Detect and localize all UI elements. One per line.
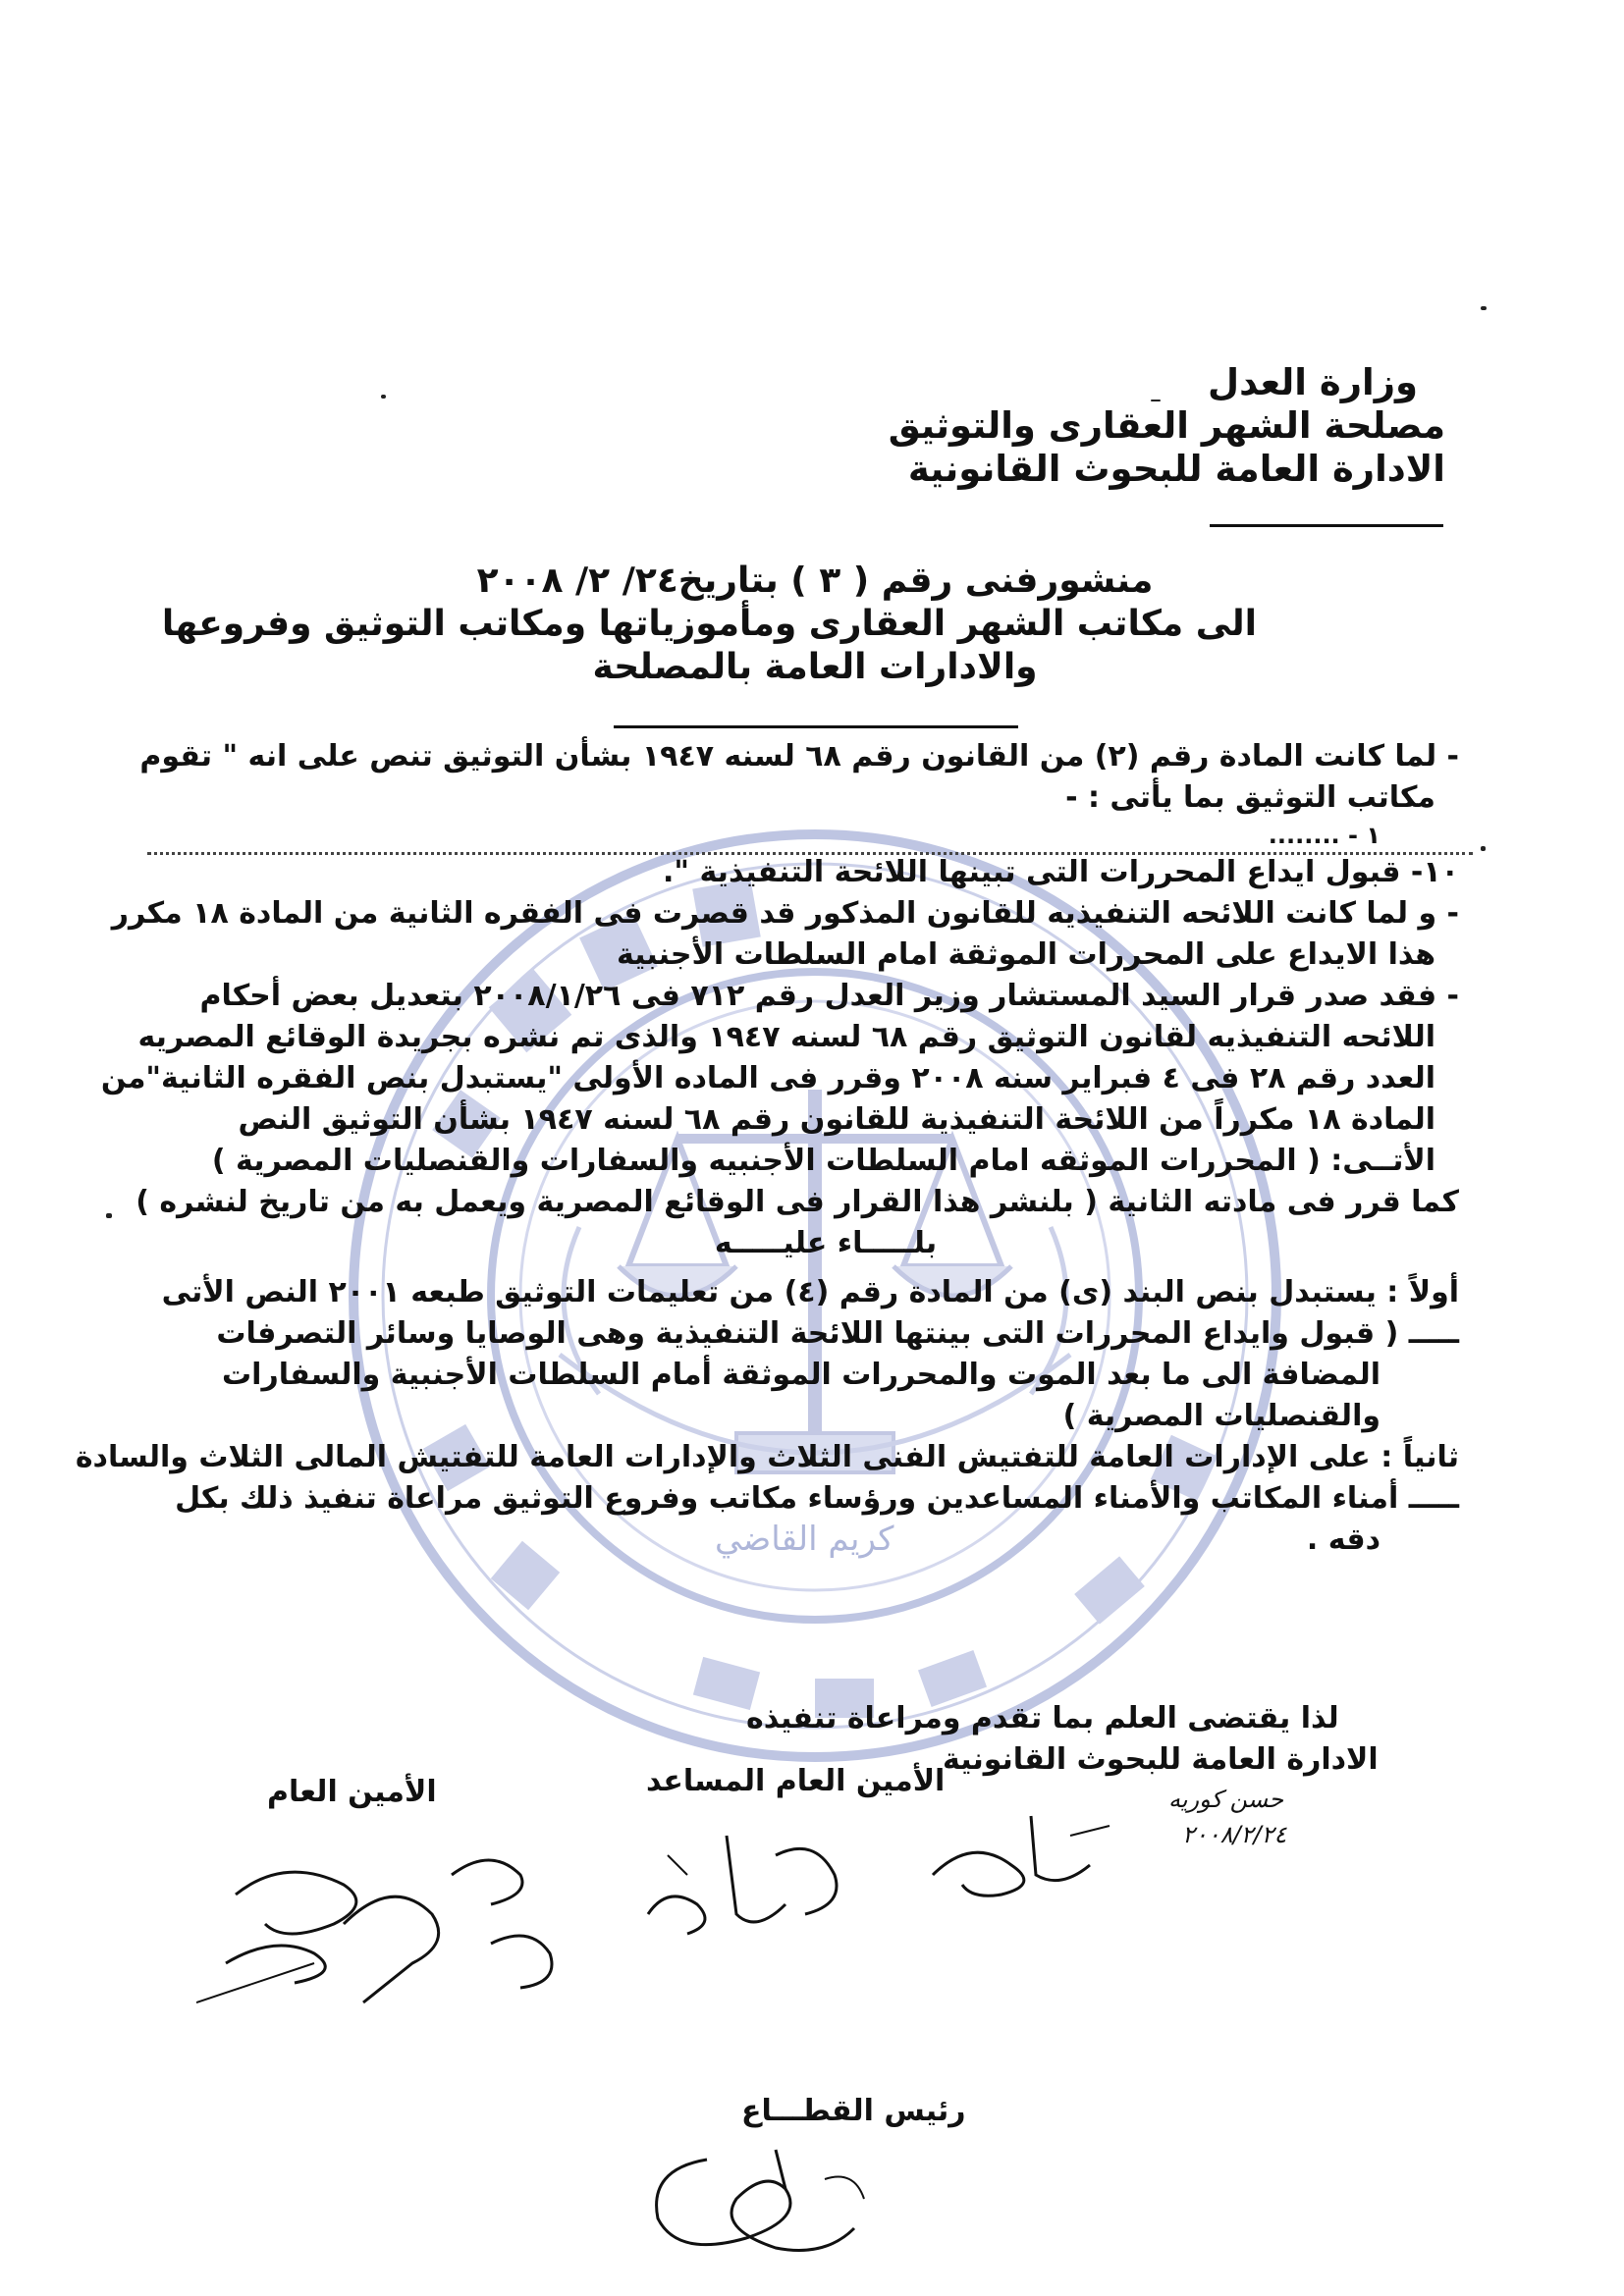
body-line: - فقد صدر قرار السيد المستشار وزير العدل رقم ٧١٢ فى ٢٠٠٨/١/٢٦ بتعديل بعض أحكام bbox=[199, 979, 1459, 1013]
body-line: كما قرر فى مادته الثانية ( بلنشر هذا القرار فى الوقائع المصرية ويعمل به من تاريخ لنشره ) bbox=[135, 1185, 1459, 1219]
handwritten-name: حسن كوريه bbox=[1168, 1786, 1284, 1813]
body-line: مكاتب التوثيق بما يأتى : - bbox=[1065, 780, 1435, 815]
closing-line: لذا يقتضى العلم بما تقدم ومراعاة تنفيذه bbox=[746, 1701, 1339, 1735]
therefore-heading: بلـــــاء عليـــــه bbox=[714, 1226, 938, 1260]
assistant-sg-label: الأمين العام المساعد bbox=[646, 1764, 946, 1798]
signature-sector-head-icon bbox=[628, 2130, 884, 2268]
circular-title bbox=[161, 560, 1257, 689]
department-name: الادارة العامة للبحوث القانونية bbox=[907, 448, 1445, 490]
body-line: العدد رقم ٢٨ فى ٤ فبراير سنه ٢٠٠٨ وقرر فى الماده الأولى "يستبدل بنص الفقره الثانية"من bbox=[100, 1061, 1435, 1095]
body-line: المضافة الى ما بعد الموت والمحررات الموثقة أمام السلطات الأجنبية والسفارات bbox=[222, 1358, 1380, 1392]
circular-body bbox=[75, 736, 1459, 1561]
research-admin-label: الادارة العامة للبحوث القانونية bbox=[943, 1742, 1379, 1777]
sector-head-label: رئيس القطـــاع bbox=[741, 2094, 966, 2128]
body-line: والقنصليات المصرية ) bbox=[1062, 1399, 1380, 1433]
title-divider bbox=[614, 725, 1018, 728]
circular-recipients: الى مكاتب الشهر العقارى ومأموزياتها ومكاتب التوثيق وفروعها bbox=[161, 604, 1257, 644]
watermark-name: كريم القاضي bbox=[715, 1520, 894, 1559]
signature-assistant-sg-icon bbox=[628, 1796, 864, 1953]
body-line: المادة ١٨ مكرراً من اللائحة التنفيذية للقانون رقم ٦٨ لسنه ١٩٤٧ بشأن التوثيق النص bbox=[238, 1102, 1435, 1137]
authority-name: مصلحة الشهر العقارى والتوثيق bbox=[888, 404, 1445, 447]
body-line: ١٠- قبول ايداع المحررات التى تبينها اللائحة التنفيذية ". bbox=[663, 855, 1459, 889]
header-divider bbox=[1210, 524, 1443, 527]
ministry-header bbox=[856, 361, 1445, 491]
body-line: - و لما كانت اللائحه التنفيذيه للقانون المذكور قد قصرت فى الفقره الثانية من المادة ١٨ مكرر bbox=[111, 896, 1459, 931]
second-clause: ثانياً : على الإدارات العامة للتفتيش الفنى الثلاث والإدارات العامة للتفتيش المالى الثلاث والسادة bbox=[75, 1440, 1459, 1474]
secretary-general-label: الأمين العام bbox=[267, 1775, 437, 1809]
body-line: دقه . bbox=[1306, 1522, 1380, 1557]
body-line: - لما كانت المادة رقم (٢) من القانون رقم ٦٨ لسنه ١٩٤٧ بشأن التوثيق تنص على انه " تقوم bbox=[139, 739, 1459, 774]
body-line: اللائحه التنفيذيه لقانون التوثيق رقم ٦٨ لسنه ١٩٤٧ والذى تم نشره بجريدة الوقائع المصريه bbox=[137, 1020, 1435, 1054]
ministry-name: وزارة العدل bbox=[1208, 361, 1418, 403]
circular-number: منشورفنى رقم ( ٣ ) بتاريخ٢٤/ ٢/ ٢٠٠٨ bbox=[476, 561, 1154, 601]
body-line: ـــــ ( قبول وايداع المحررات التى بينتها اللائحة التنفيذية وهى الوصايا وسائر التصرفات bbox=[216, 1316, 1459, 1351]
body-line: الأتــى: ( المحررات الموثقه امام السلطات الأجنبيه والسفارات والقنصليات المصرية ) bbox=[211, 1144, 1435, 1178]
signature-secretary-general-icon bbox=[196, 1816, 589, 2012]
body-line: هذا الايداع على المحررات الموثقة امام السلطات الأجنبية bbox=[616, 937, 1435, 972]
body-line: ـــــ أمناء المكاتب والأمناء المساعدين ورؤساء مكاتب وفروع التوثيق مراعاة تنفيذ ذلك بكل bbox=[175, 1481, 1459, 1516]
circular-recipients-2: والادارات العامة بالمصلحة bbox=[592, 647, 1038, 687]
signature-research-admin-icon bbox=[923, 1796, 1119, 1904]
first-clause: أولاً : يستبدل بنص البند (ى) من المادة رقم (٤) من تعليمات التوثيق طبعه ٢٠٠١ النص الأتى bbox=[161, 1275, 1459, 1309]
body-line: ١ - ........ bbox=[1268, 822, 1380, 849]
handwritten-date: ٢٠٠٨/٢/٢٤ bbox=[1182, 1821, 1287, 1848]
